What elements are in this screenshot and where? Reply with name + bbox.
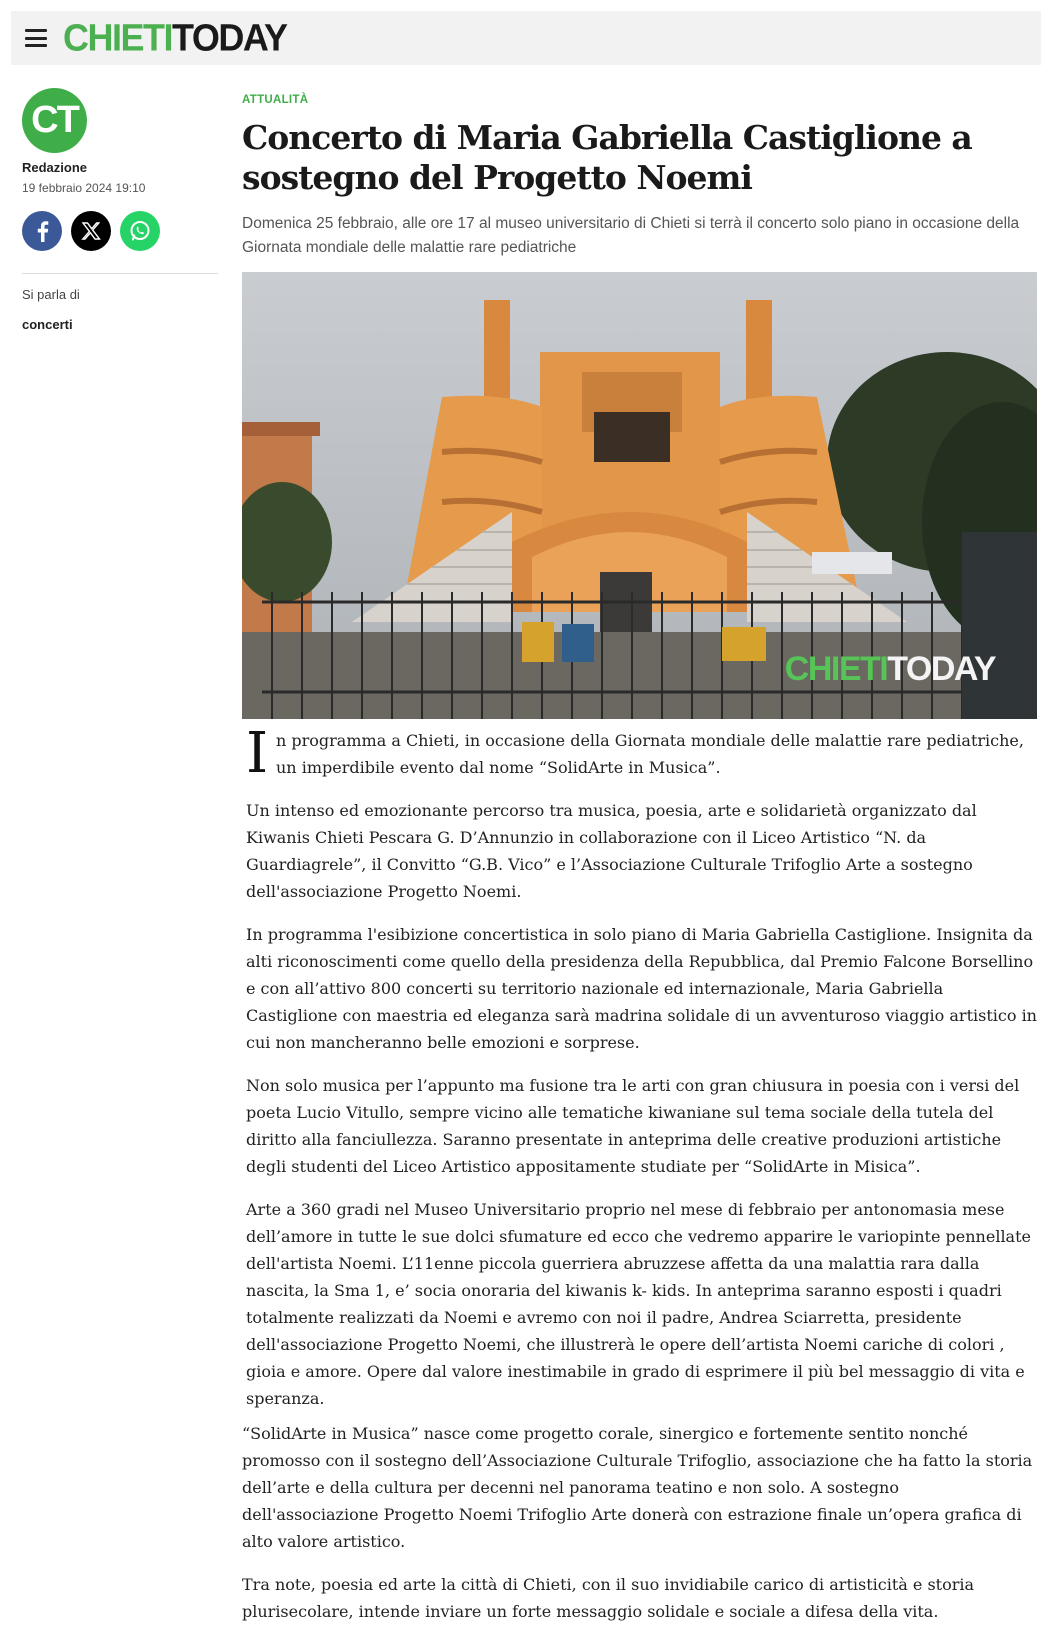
whatsapp-icon — [128, 219, 152, 243]
site-logo[interactable] — [63, 15, 287, 59]
facebook-icon — [34, 220, 50, 242]
topics-label: Si parla di — [22, 287, 80, 302]
drop-cap: I — [246, 721, 269, 786]
whatsapp-share-button[interactable] — [120, 211, 160, 251]
sidebar-divider — [22, 273, 218, 274]
image-watermark: CHIETITODAY — [784, 650, 995, 688]
publish-date: 19 febbraio 2024 19:10 — [22, 181, 146, 195]
share-buttons — [22, 211, 218, 251]
article-title: Concerto di Maria Gabriella Castiglione a sostegno del Progetto Noemi — [242, 118, 972, 197]
paragraph-6: “SolidArte in Musica” nasce come progetto corale, sinergico e fortemente sentito nonché promosso con il sostegno dell’Associazione Culturale Trifoglio, associazione che ha fatto la storia dell’arte e della cultura per decenni nel panorama teatino e non solo. A sostegno dell'associazione Progetto Noemi Trifoglio Arte donerà con estrazione finale un’opera grafica di alto valore artistico. — [242, 1424, 1033, 1551]
article-subtitle: Domenica 25 febbraio, alle ore 17 al museo universitario di Chieti si terrà il concerto solo piano in occasione della Giornata mondiale delle malattie rare pediatriche — [242, 215, 1020, 256]
author-avatar[interactable]: CT — [22, 88, 87, 153]
article-category[interactable]: ATTUALITÀ — [242, 94, 309, 106]
paragraph-2: Un intenso ed emozionante percorso tra musica, poesia, arte e solidarietà organizzato dal Kiwanis Chieti Pescara G. D’Annunzio in collaborazione con il Liceo Artistico “N. da Guardiagrele”, il Convitto “G.B. Vico” e l’Associazione Culturale Trifoglio Arte a sostegno dell'associazione Progetto Noemi. — [246, 801, 977, 901]
paragraph-4: Non solo musica per l’appunto ma fusione tra le arti con gran chiusura in poesia con i versi del poeta Lucio Vitullo, sempre vicino alle tematiche kiwaniane sul tema sociale della tutela del diritto alla fanciullezza. Saranno presentate in anteprima delle creative produzioni artistiche degli studenti del Liceo Artistico appositamente studiate per “SolidArte in Misica”. — [246, 1076, 1020, 1176]
article-body — [242, 721, 1037, 1625]
topic-tag-concerti[interactable]: concerti — [22, 317, 73, 332]
article-hero-image[interactable] — [242, 272, 1037, 719]
paragraph-3: In programma l'esibizione concertistica in solo piano di Maria Gabriella Castiglione. Insignita da alti riconoscimenti come quello della presidenza della Repubblica, dal Premio Falcone Borsellino e con all’attivo 800 concerti su territorio nazionale ed internazionale, Maria Gabriella Castiglione con maestria ed eleganza sarà madrina solidale di un avventuroso viaggio artistico in cui non mancheranno belle emozioni e sorprese. — [246, 925, 1037, 1052]
paragraph-1: I n programma a Chieti, in occasione della Giornata mondiale delle malattie rare pediatriche, un imperdibile evento dal nome “SolidArte in Musica”. — [246, 721, 1024, 786]
author-name[interactable]: Redazione — [22, 160, 88, 175]
article — [242, 94, 1037, 1625]
paragraph-5: Arte a 360 gradi nel Museo Universitario proprio nel mese di febbraio per antonomasia mese dell’amore in tutte le sue dolci sfumature ed ecco che vedremo apparire le variopinte pennellate dell'artista Noemi. L’11enne piccola guerriera abruzzese affetta da una malattia rara dalla nascita, la Sma 1, e’ socia onoraria del kiwanis k- kids. In anteprima saranno esposti i quadri totalmente realizzati da Noemi e avremo con noi il padre, Andrea Sciarretta, presidente dell'associazione Progetto Noemi, che illustrerà le opere dell’artista Noemi cariche di colori , gioia e amore. Opere dal valore inestimabile in grado di esprimere il più bel messaggio di vita e speranza. — [246, 1200, 1031, 1408]
logo-part2: TODAY — [172, 15, 287, 59]
logo-part1: CHIETI — [63, 15, 173, 59]
menu-icon[interactable] — [25, 29, 47, 47]
site-header — [11, 11, 1041, 65]
paragraph-7: Tra note, poesia ed arte la città di Chieti, con il suo invidiabile carico di artisticità e storia plurisecolare, intende inviare un forte messaggio solidale e sociale a difesa della vita. — [242, 1575, 975, 1621]
x-icon — [81, 221, 101, 241]
article-sidebar — [22, 88, 218, 334]
facebook-share-button[interactable] — [22, 211, 62, 251]
x-share-button[interactable] — [71, 211, 111, 251]
